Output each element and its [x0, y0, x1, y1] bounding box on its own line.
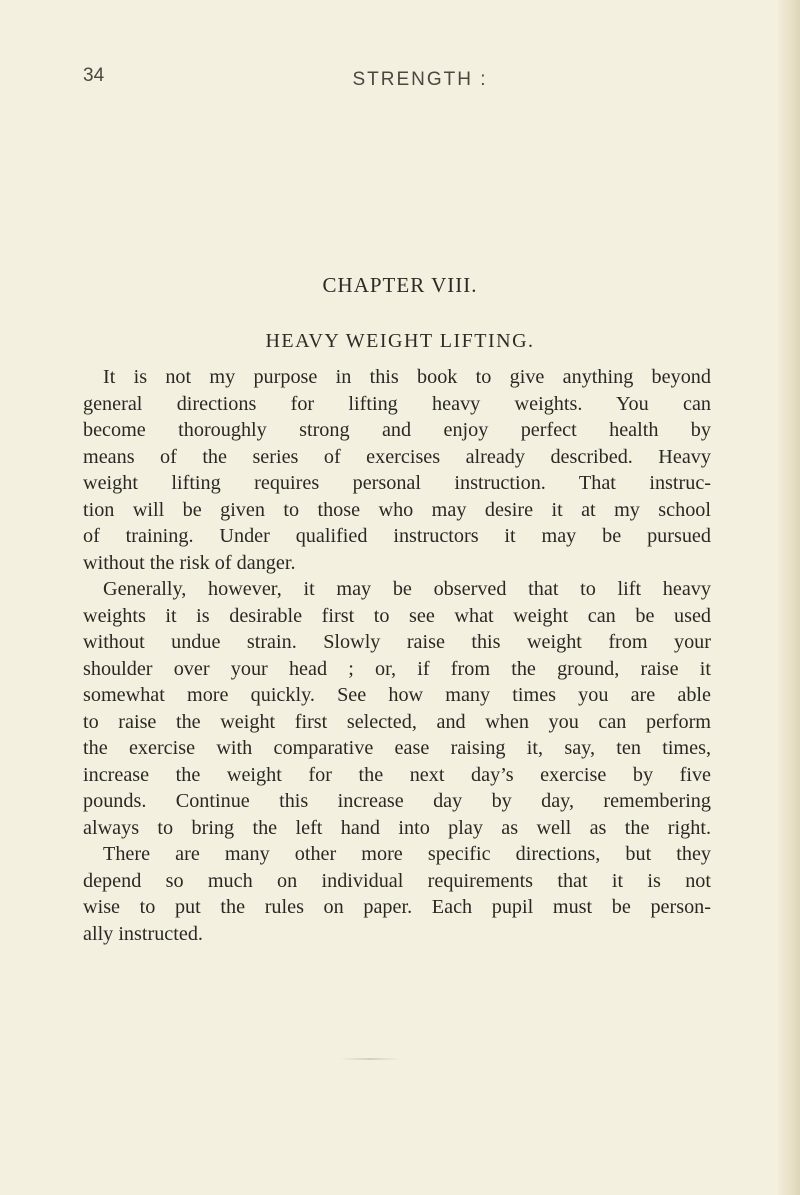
text-line: to raise the weight first selected, and when you can perform — [83, 710, 711, 733]
text-line: wise to put the rules on paper. Each pupil must be person- — [83, 896, 711, 918]
text-line: pounds. Continue this increase day by day, remembering — [83, 790, 711, 812]
text-line: shoulder over your head ; or, if from the ground, raise it — [83, 657, 711, 680]
chapter-title: CHAPTER VIII. — [322, 273, 478, 297]
text-line: always to bring the left hand into play as well as the right. — [83, 816, 711, 839]
text-line: weights it is desirable first to see what weight can be used — [83, 604, 711, 627]
text-line: of training. Under qualified instructors it may be pursued — [83, 525, 711, 547]
text-line: somewhat more quickly. See how many times you are able — [83, 684, 711, 706]
text-line: It is not my purpose in this book to give anything beyond — [103, 366, 711, 388]
running-head — [0, 69, 800, 91]
text-line: increase the weight for the next day’s exercise by five — [83, 763, 711, 786]
text-line: without undue strain. Slowly raise this weight from your — [83, 631, 711, 653]
text-line: weight lifting requires personal instruction. That instruc- — [83, 472, 711, 494]
text-line: the exercise with comparative ease raising it, say, ten times, — [83, 737, 711, 759]
text-line: without the risk of danger. — [83, 551, 296, 574]
text-line: general directions for lifting heavy weights. You can — [83, 392, 711, 415]
text-line: become thoroughly strong and enjoy perfect health by — [83, 419, 711, 441]
text-line: depend so much on individual requirements that it is not — [83, 869, 711, 892]
text-line: There are many other more specific directions, but they — [103, 843, 711, 865]
text-line: tion will be given to those who may desire it at my school — [83, 498, 711, 521]
body-text — [83, 364, 711, 947]
text-line: ally instructed. — [83, 922, 203, 945]
chapter-subtitle: HEAVY WEIGHT LIFTING. — [265, 330, 535, 352]
page-edge-shadow — [778, 0, 800, 1195]
text-line: Generally, however, it may be observed that to lift heavy — [103, 578, 711, 600]
paper-smudge — [340, 1058, 400, 1060]
page-number: 34 — [83, 65, 105, 86]
running-head-text: STRENGTH : — [352, 69, 488, 90]
text-line: means of the series of exercises already described. Heavy — [83, 445, 711, 468]
